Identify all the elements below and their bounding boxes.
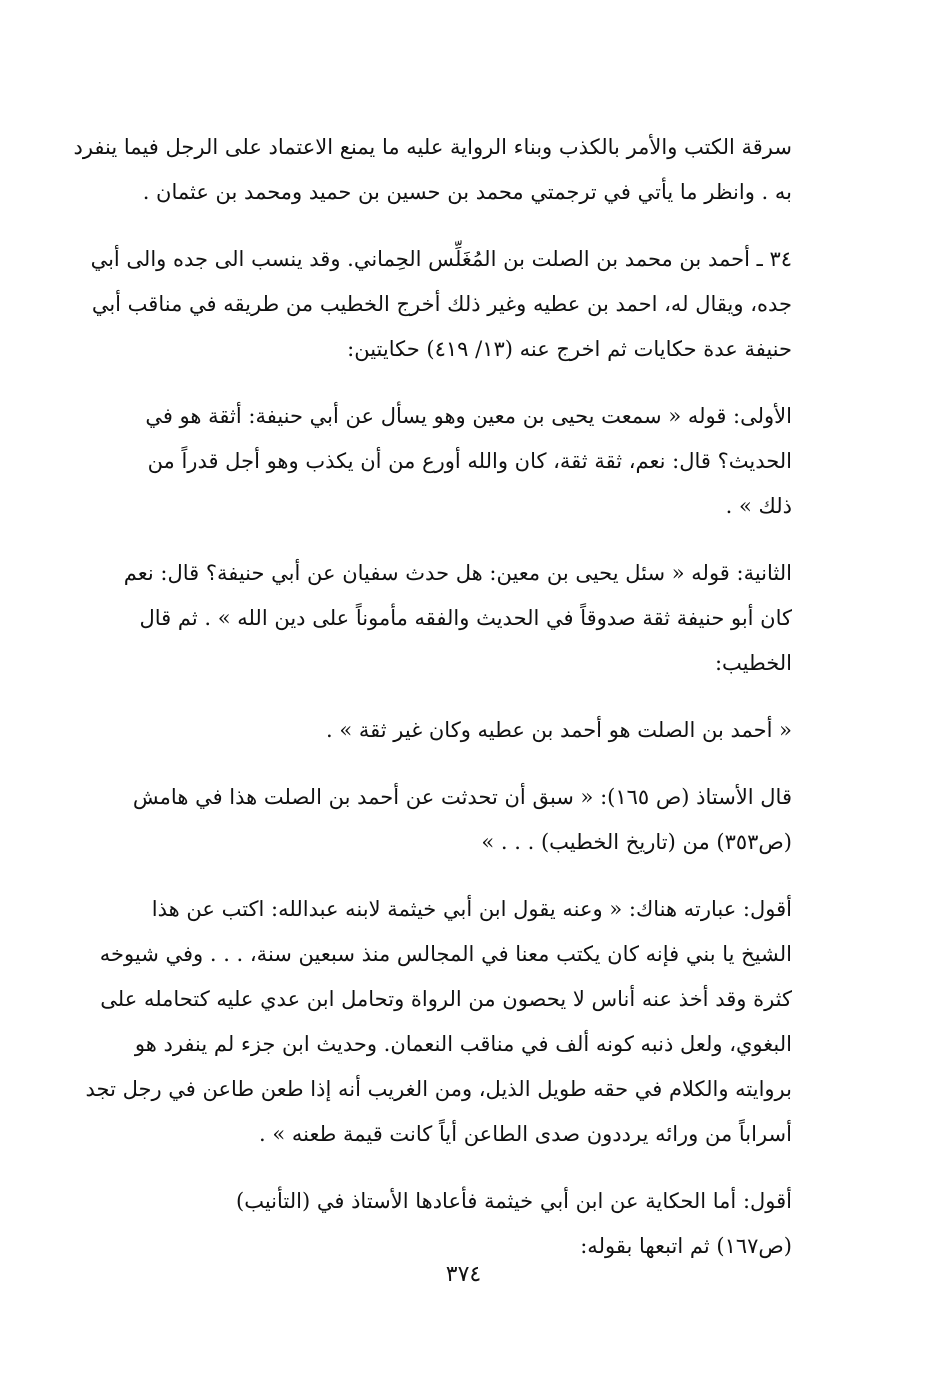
- text-line: الحديث؟ قال: نعم، ثقة ثقة، كان والله أورع من أن يكذب وهو أجل قدراً من: [147, 449, 792, 473]
- page-number: ٣٧٤: [445, 1262, 482, 1287]
- text-line: به . وانظر ما يأتي في ترجمتي محمد بن حسين بن حميد ومحمد بن عثمان .: [142, 180, 792, 204]
- text-line: (ص١٦٧) ثم اتبعها بقوله:: [580, 1234, 792, 1258]
- paragraph-6: [70, 775, 792, 865]
- paragraph-2: [70, 237, 792, 372]
- page-body: [70, 125, 792, 1291]
- text-line: « أحمد بن الصلت هو أحمد بن عطيه وكان غير ثقة » .: [326, 718, 792, 742]
- paragraph-7: [70, 887, 792, 1157]
- text-line: أقول: عبارته هناك: « وعنه يقول ابن أبي خيثمة لابنه عبدالله: اكتب عن هذا: [151, 897, 792, 921]
- text-line: ذلك » .: [725, 494, 792, 518]
- text-line: أسراباً من ورائه يرددون صدى الطاعن أياً كانت قيمة طعنه » .: [258, 1122, 792, 1146]
- paragraph-4: [70, 551, 792, 686]
- text-line: كثرة وقد أخذ عنه أناس لا يحصون من الرواة وتحامل ابن عدي عليه كتحامله على: [100, 987, 792, 1011]
- text-line: جده، ويقال له، احمد بن عطيه وغير ذلك أخرج الخطيب من طريقه في مناقب أبي: [91, 292, 792, 316]
- text-line: أقول: أما الحكاية عن ابن أبي خيثمة فأعادها الأستاذ في (التأنيب): [236, 1189, 792, 1213]
- text-line: كان أبو حنيفة ثقة صدوقاً في الحديث والفقه مأموناً على دين الله » . ثم قال: [139, 606, 792, 630]
- text-line: الشيخ يا بني فإنه كان يكتب معنا في المجالس منذ سبعين سنة، . . . وفي شيوخه: [99, 942, 792, 966]
- paragraph-3: [70, 394, 792, 529]
- text-line: الثانية: قوله « سئل يحيى بن معين: هل حدث سفيان عن أبي حنيفة؟ قال: نعم: [123, 561, 792, 585]
- text-line: الأولى: قوله « سمعت يحيى بن معين وهو يسأل عن أبي حنيفة: أثقة هو في: [145, 404, 792, 428]
- paragraph-5: [70, 708, 792, 753]
- text-line: الخطيب:: [714, 651, 792, 675]
- text-line: حنيفة عدة حكايات ثم اخرج عنه (١٣/ ٤١٩) حكايتين:: [347, 337, 792, 361]
- paragraph-1: [70, 125, 792, 215]
- text-line: قال الأستاذ (ص ١٦٥): « سبق أن تحدثت عن أحمد بن الصلت هذا في هامش: [132, 785, 792, 809]
- paragraph-8: [70, 1179, 792, 1269]
- entry-heading-line: ٣٤ ـ أحمد بن محمد بن الصلت بن المُغَلِّس الحِماني. وقد ينسب الى جده والى أبي: [90, 247, 792, 271]
- text-line: سرقة الكتب والأمر بالكذب وبناء الرواية عليه ما يمنع الاعتماد على الرجل فيما ينفرد: [73, 135, 792, 159]
- text-line: بروايته والكلام في حقه طويل الذيل، ومن الغريب أنه إذا طعن طاعن في رجل تجد: [85, 1077, 792, 1101]
- text-line: (ص٣٥٣) من (تاريخ الخطيب) . . . »: [481, 830, 792, 854]
- text-line: البغوي، ولعل ذنبه كونه ألف في مناقب النعمان. وحديث ابن جزء لم ينفرد هو: [134, 1032, 792, 1056]
